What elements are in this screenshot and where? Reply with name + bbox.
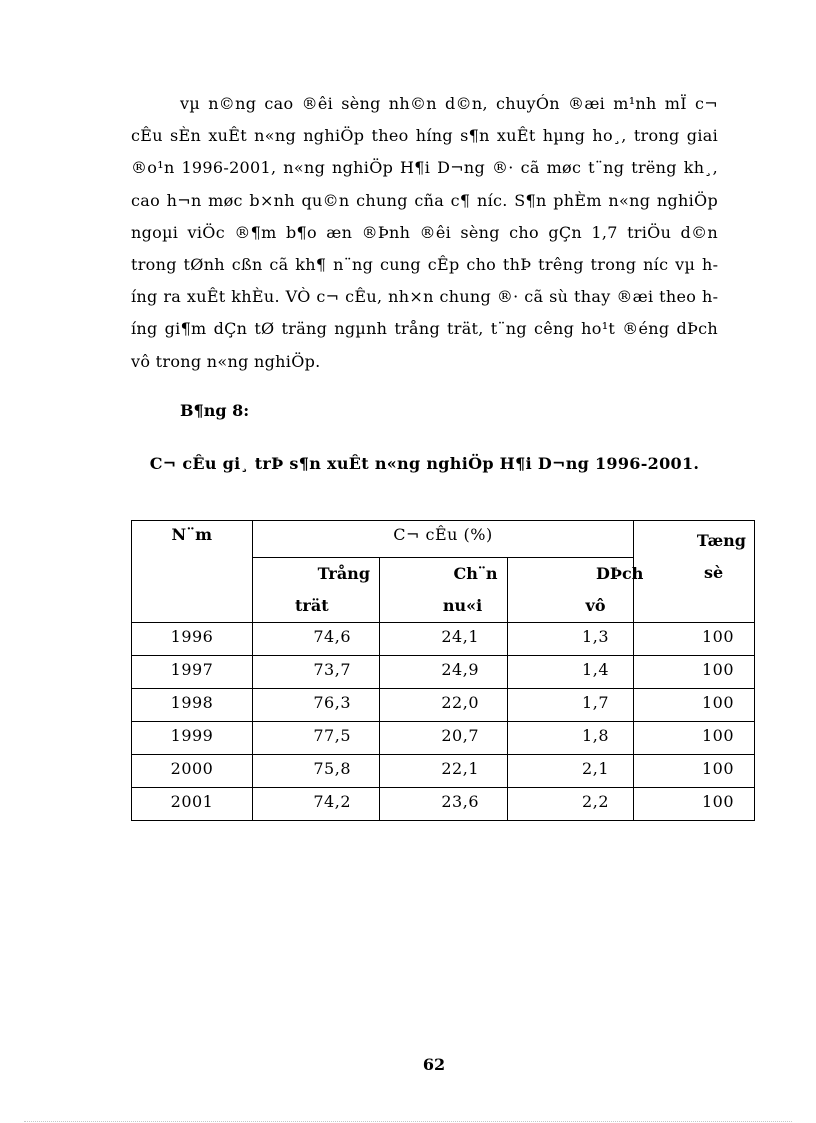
- header-structure: C¬ cÊu (%): [253, 521, 634, 558]
- header-total-line1: Tæng: [696, 531, 746, 550]
- header-livestock-line2: nu«i: [442, 596, 483, 615]
- row-year: 1998: [132, 689, 253, 722]
- table-row: [132, 755, 755, 788]
- row-services: 2,1: [508, 755, 634, 788]
- row-services: 1,4: [508, 656, 634, 689]
- header-services-line1: DÞch: [596, 564, 644, 583]
- row-total: 100: [634, 788, 755, 821]
- row-total: 100: [634, 689, 755, 722]
- table-header-row: [132, 521, 755, 558]
- row-services: 2,2: [508, 788, 634, 821]
- row-year: 2001: [132, 788, 253, 821]
- table-row: [132, 722, 755, 755]
- table-label: B¶ng 8:: [180, 401, 250, 420]
- row-total: 100: [634, 623, 755, 656]
- row-cultivation: 77,5: [253, 722, 380, 755]
- row-services: 1,3: [508, 623, 634, 656]
- row-livestock: 22,1: [380, 755, 508, 788]
- header-livestock: [380, 558, 508, 623]
- header-services: [508, 558, 644, 623]
- row-total: 100: [634, 656, 755, 689]
- page-number: 62: [422, 1055, 446, 1074]
- row-livestock: 23,6: [380, 788, 508, 821]
- row-cultivation: 74,6: [253, 623, 380, 656]
- row-cultivation: 76,3: [253, 689, 380, 722]
- header-year: N¨m: [132, 521, 253, 623]
- row-year: 1999: [132, 722, 253, 755]
- body-paragraph: [131, 88, 718, 378]
- row-livestock: 20,7: [380, 722, 508, 755]
- row-services: 1,8: [508, 722, 634, 755]
- row-cultivation: 74,2: [253, 788, 380, 821]
- header-total: [634, 521, 755, 623]
- header-services-line2: vô: [585, 596, 606, 615]
- row-cultivation: 73,7: [253, 656, 380, 689]
- table-row: [132, 656, 755, 689]
- header-cultivation-line2: trät: [295, 596, 329, 615]
- row-livestock: 24,1: [380, 623, 508, 656]
- row-livestock: 24,9: [380, 656, 508, 689]
- header-livestock-line1: Ch¨n: [453, 564, 498, 583]
- data-table: [131, 520, 755, 821]
- footer-divider: [24, 1121, 792, 1122]
- row-services: 1,7: [508, 689, 634, 722]
- row-total: 100: [634, 722, 755, 755]
- row-total: 100: [634, 755, 755, 788]
- paragraph-text: vµ n©ng cao ®êi sèng nh©n d©n, chuyÓn ®æi m¹nh mÏ c¬ cÊu sÈn xuÊt n«ng nghiÖp theo híng s¶n xuÊt hµng ho¸, trong giai ®o¹n 1996-2001, n«ng nghiÖp H¶i D¬ng ®· cã møc t¨ng trëng kh¸, cao h¬n møc b×nh qu©n chung cña c¶ níc. S¶n phÈm n«ng nghiÖp ngoµi viÖc ®¶m b¶o æn ®Þnh ®êi sèng cho gÇn 1,7 triÖu d©n trong tØnh cßn cã kh¶ n¨ng cung cÊp cho thÞ trêng trong níc vµ híng ra xuÊt khÈu. VÒ c¬ cÊu, nh×n chung ®· cã sù thay ®æi theo híng gi¶m dÇn tØ träng ngµnh trång trät, t¨ng cêng ho¹t ®éng dÞch vô trong n«ng nghiÖp.: [131, 94, 718, 371]
- row-year: 1996: [132, 623, 253, 656]
- header-cultivation: [253, 558, 380, 623]
- row-year: 2000: [132, 755, 253, 788]
- row-cultivation: 75,8: [253, 755, 380, 788]
- table-row: [132, 788, 755, 821]
- header-total-line2: sè: [704, 563, 724, 582]
- row-livestock: 22,0: [380, 689, 508, 722]
- table-row: [132, 623, 755, 656]
- table-title: C¬ cÊu gi¸ trÞ s¶n xuÊt n«ng nghiÖp H¶i D¬ng 1996-2001.: [149, 454, 700, 473]
- row-year: 1997: [132, 656, 253, 689]
- table-row: [132, 689, 755, 722]
- header-cultivation-line1: Trång: [317, 564, 370, 583]
